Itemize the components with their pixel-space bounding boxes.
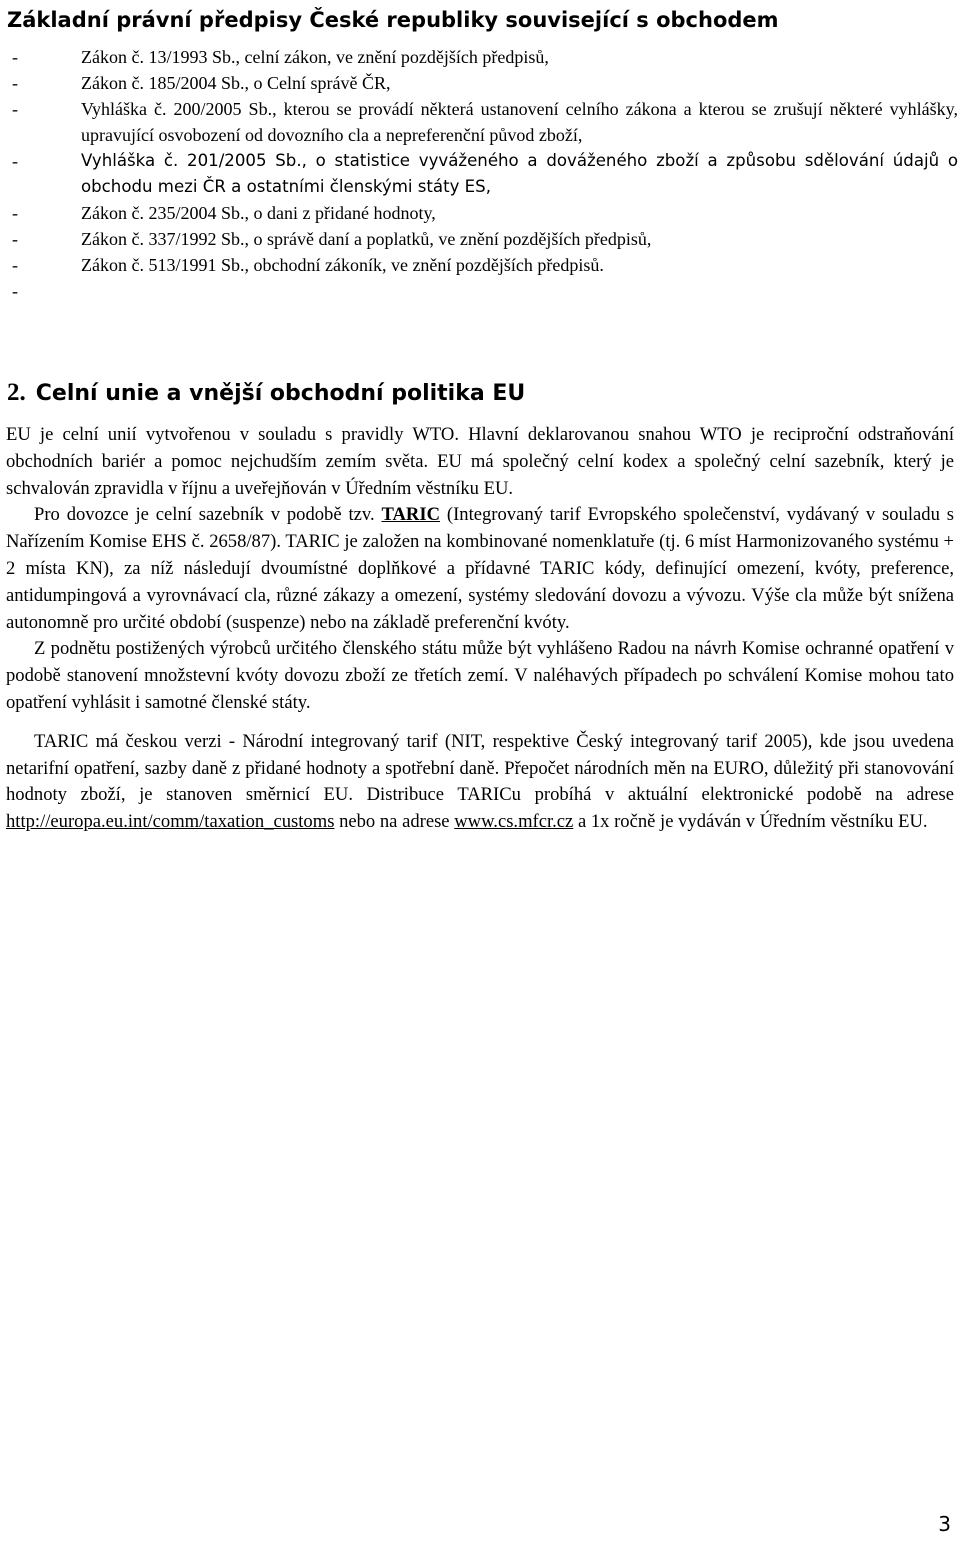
law-item-text	[81, 278, 958, 304]
paragraph-text: (Integrovaný tarif Evropského společenství, vydávaný v souladu s Nařízením Komise EHS č. 2658/87). TARIC je založen na kombinované nomenklatuře (tj. 6 míst Harmonizovaného systému + 2 místa KN), za níž následují dvoumístné doplňkové a přídavné TARIC kódy, definující omezení, kvóty, preference, antidumpingová a vyrovnávací cla, různé zákazy a omezení, systémy sledování dovozu a vývozu. Výše cla může být snížena autonomně pro určité období (suspenze) nebo na základě preferenční kvóty.	[6, 504, 954, 633]
section-heading-legal-regulations: Základní právní předpisy České republiky související s obchodem	[7, 8, 779, 32]
law-list-item	[10, 44, 958, 70]
section-title: Celní unie a vnější obchodní politika EU	[35, 381, 526, 406]
law-item-text: Zákon č. 235/2004 Sb., o dani z přidané hodnoty,	[81, 203, 436, 223]
paragraph-customs-union: EU je celní unií vytvořenou v souladu s pravidly WTO. Hlavní deklarovanou snahou WTO je reciproční odstraňování obchodních bariér a pomoc nejchudším zemím světa. EU má společný celní kodex a společný celní sazebník, který je schvalován zpravidla v říjnu a uveřejňován v Úředním věstníku EU.	[6, 424, 954, 499]
paragraph-protective-measures: Z podnětu postižených výrobců určitého členského státu může být vyhlášeno Radou na návrh Komise ochranné opatření v podobě stanovení množstevní kvóty dovozu zboží ze třetích zemí. V naléhavých případech po schválení Komise mohou tato opatření vyhlásit i samotné členské státy.	[6, 638, 954, 713]
link-mfcr[interactable]: www.cs.mfcr.cz	[454, 811, 574, 833]
law-list-item	[10, 278, 958, 304]
page-number: 3	[938, 1512, 951, 1536]
law-list-item	[10, 148, 958, 200]
body-text	[6, 422, 954, 836]
list-dash: -	[12, 99, 18, 119]
law-item-text: Zákon č. 337/1992 Sb., o správě daní a poplatků, ve znění pozdějších předpisů,	[81, 229, 652, 249]
link-europa[interactable]: http://europa.eu.int/comm/taxation_customs	[6, 811, 335, 833]
law-item-text: Zákon č. 185/2004 Sb., o Celní správě ČR,	[81, 73, 391, 93]
paragraph-text: nebo na adrese	[334, 811, 455, 833]
paragraph-text: Pro dovozce je celní sazebník v podobě tzv.	[34, 504, 382, 526]
list-dash: -	[12, 47, 18, 67]
law-list-item	[10, 70, 958, 96]
law-list	[10, 44, 958, 304]
law-item-text: Zákon č. 13/1993 Sb., celní zákon, ve znění pozdějších předpisů,	[81, 47, 549, 67]
taric-term: TARIC	[381, 504, 441, 526]
list-dash: -	[12, 73, 18, 93]
paragraph-czech-version	[6, 729, 954, 836]
list-dash: -	[12, 203, 18, 223]
paragraph-text: TARIC má českou verzi - Národní integrovaný tarif (NIT, respektive Český integrovaný tarif 2005), kde jsou uvedena netarifní opatření, sazby daně z přidané hodnoty a spotřební daně. Přepočet národních měn na EURO, důležitý při stanovování hodnoty zboží, je stanoven směrnicí EU. Distribuce TARICu probíhá v aktuální elektronické podobě na adrese	[6, 730, 954, 806]
section-heading-customs-union	[7, 377, 525, 410]
paragraph-taric	[6, 502, 954, 636]
list-dash: -	[12, 229, 18, 249]
list-dash: -	[12, 281, 18, 301]
law-list-item	[10, 226, 958, 252]
law-list-item	[10, 96, 958, 148]
law-item-text: Zákon č. 513/1991 Sb., obchodní zákoník, ve znění pozdějších předpisů.	[81, 255, 604, 275]
list-dash: -	[12, 151, 18, 171]
law-item-text: Vyhláška č. 201/2005 Sb., o statistice vyváženého a dováženého zboží a způsobu sdělování údajů o obchodu mezi ČR a ostatními členskými státy ES,	[81, 151, 958, 196]
law-list-item	[10, 252, 958, 278]
law-list-item	[10, 200, 958, 226]
paragraph-text: a 1x ročně je vydáván v Úředním věstníku EU.	[573, 811, 928, 833]
list-dash: -	[12, 255, 18, 275]
law-item-text: Vyhláška č. 200/2005 Sb., kterou se provádí některá ustanovení celního zákona a kterou se zrušují některé vyhlášky, upravující osvobození od dovozního cla a nepreferenční původ zboží,	[81, 99, 958, 145]
section-number: 2.	[7, 379, 26, 406]
